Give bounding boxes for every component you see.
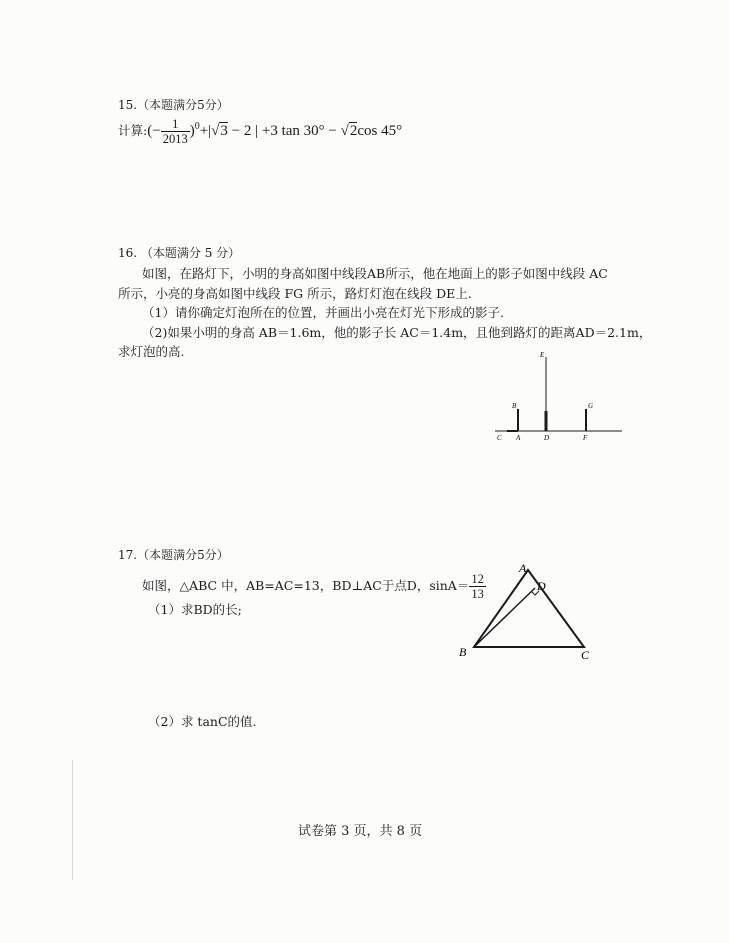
q15-fraction — [161, 117, 190, 146]
label-b: B — [512, 402, 517, 410]
q16-header: 16. （本题满分 5 分） — [118, 246, 241, 260]
page-footer: 试卷第 3 页，共 8 页 — [298, 824, 423, 839]
q16-line1: 如图，在路灯下，小明的身高如图中线段AB所示，他在地面上的影子如图中线段 AC — [142, 266, 608, 281]
label-d: D — [544, 434, 550, 442]
label-d: D — [537, 579, 546, 593]
label-g: G — [588, 402, 594, 410]
q16-line4: （2)如果小明的身高 AB＝1.6m，他的影子长 AC＝1.4m，且他到路灯的距离AD＝2.1m， — [142, 325, 652, 340]
q17-statement: 如图，△ABC 中，AB=AC=13，BD⊥AC于点D，sinA＝ — [142, 578, 470, 593]
segment-bd — [474, 588, 535, 647]
q17-statement-line — [142, 572, 486, 601]
q15-cos: cos 45° — [357, 122, 403, 139]
label-a: A — [519, 561, 527, 575]
q15-header: 15.（本题满分5分） — [118, 98, 229, 112]
label-c: C — [581, 648, 590, 662]
scan-edge — [72, 760, 73, 880]
q17-header: 17.（本题满分5分） — [118, 548, 229, 562]
q15-exponent: 0 — [194, 120, 200, 132]
q15-sqrt3: 3 — [220, 122, 228, 139]
q15-expression: 计算:(− $\frac{1}{2013}$ )$^0$+|√3 − 2 | +3 tan 30° − √2cos 45° — [118, 117, 403, 146]
label-e: E — [540, 351, 545, 359]
q15-frac-den: 2013 — [162, 132, 188, 146]
q15-prefix: 计算: — [118, 122, 148, 138]
label-b: B — [459, 645, 467, 659]
q16-line3: （1）请你确定灯泡所在的位置，并画出小亮在灯光下形成的影子. — [142, 305, 504, 320]
q17-triangle-figure — [455, 558, 605, 668]
q15-frac-num: 1 — [172, 117, 179, 131]
q17-part2: （2）求 tanC的值. — [148, 714, 257, 729]
q15-sqrt2: 2 — [349, 122, 358, 139]
q16-line5: 求灯泡的高. — [118, 344, 185, 359]
q16-streetlight-figure — [490, 345, 630, 445]
q17-sin-num: 12 — [471, 572, 484, 586]
label-f: F — [583, 434, 588, 442]
label-a: A — [516, 434, 521, 442]
q17-part1: （1）求BD的长; — [148, 602, 242, 617]
triangle-abc — [474, 570, 584, 647]
q16-line2: 所示，小亮的身高如图中线段 FG 所示，路灯灯泡在线段 DE上. — [118, 286, 472, 301]
q15-middle: − 2 | +3 tan 30° − — [227, 122, 341, 139]
q17-sin-den: 13 — [471, 587, 484, 601]
label-c: C — [497, 434, 502, 442]
